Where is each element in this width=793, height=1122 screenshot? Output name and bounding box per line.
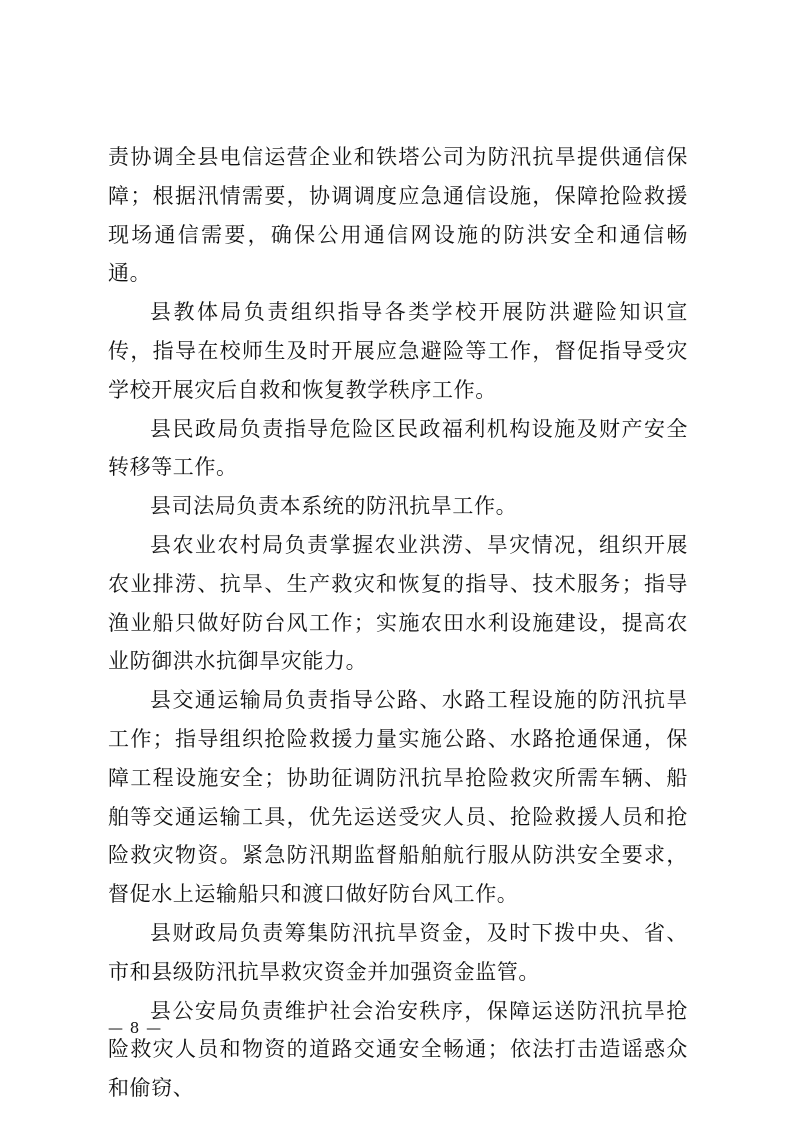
paragraph-5: 县农业农村局负责掌握农业洪涝、旱灾情况，组织开展农业排涝、抗旱、生产救灾和恢复的指导、技术服务；指导渔业船只做好防台风工作；实施农田水利设施建设，提高农业防御洪水抗御旱灾能力。 [108, 532, 688, 674]
paragraph-3: 县民政局负责指导危险区民政福利机构设施及财产安全转移等工作。 [108, 416, 688, 480]
paragraph-4: 县司法局负责本系统的防汛抗旱工作。 [150, 494, 518, 519]
paragraph-8: 县公安局负责维护社会治安秩序，保障运送防汛抗旱抢险救灾人员和物资的道路交通安全畅通；依法打击造谣惑众和偷窃、 [108, 998, 688, 1101]
paragraph-7: 县财政局负责筹集防汛抗旱资金，及时下拨中央、省、市和县级防汛抗旱救灾资金并加强资金监管。 [108, 920, 688, 984]
paragraph-6: 县交通运输局负责指导公路、水路工程设施的防汛抗旱工作；指导组织抢险救援力量实施公路、水路抢通保通，保障工程设施安全；协助征调防汛抗旱抢险救灾所需车辆、船舶等交通运输工具，优先运送受灾人员、抢险救援人员和抢险救灾物资。紧急防汛期监督船舶航行服从防洪安全要求，督促水上运输船只和渡口做好防台风工作。 [108, 688, 688, 907]
page-number: — 8 — [108, 1019, 163, 1037]
body-text [108, 138, 688, 1108]
paragraph-1: 责协调全县电信运营企业和铁塔公司为防汛抗旱提供通信保障；根据汛情需要，协调调度应急通信设施，保障抢险救援现场通信需要，确保公用通信网设施的防洪安全和通信畅通。 [108, 145, 688, 286]
paragraph-2: 县教体局负责组织指导各类学校开展防洪避险知识宣传，指导在校师生及时开展应急避险等工作，督促指导受灾学校开展灾后自救和恢复教学秩序工作。 [108, 300, 688, 402]
